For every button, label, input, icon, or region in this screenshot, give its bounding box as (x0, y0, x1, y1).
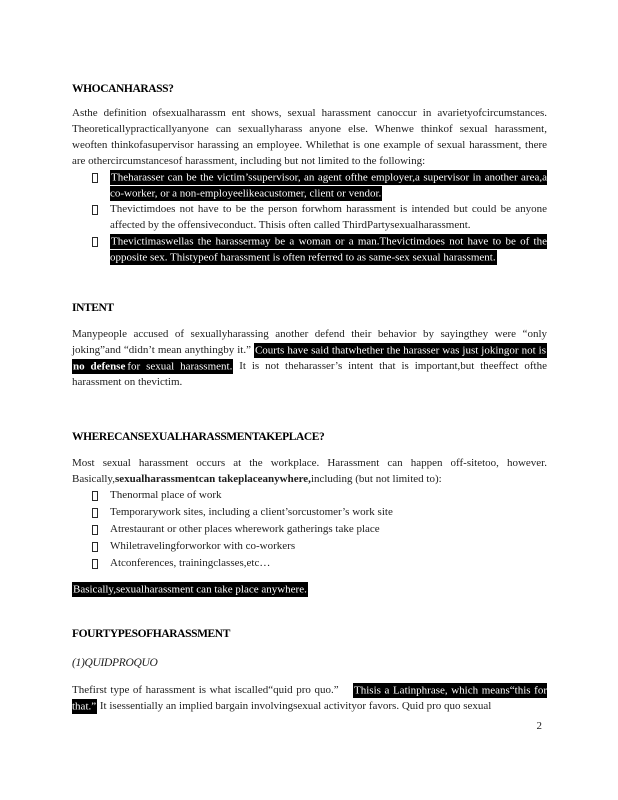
text-segment: Thenormal place of work (110, 489, 222, 501)
text-segment: Whiletravelingforworkor with co-workers (110, 540, 296, 552)
list-item-text (110, 506, 393, 518)
list-item-text (110, 234, 547, 265)
notdef-box-bullet-icon (92, 173, 98, 183)
notdef-box-bullet-icon (92, 237, 98, 247)
list-item (72, 201, 547, 233)
bullet-list (72, 487, 547, 572)
notdef-box-bullet-icon (92, 205, 98, 215)
highlighted-text-segment: for sexual harassment. (127, 360, 233, 372)
text-segment: Thefirst type of harassment is what iscalled“quid pro quo.” (72, 684, 354, 696)
section-where-can-it-take-place (72, 430, 547, 597)
section-heading: INTENT (72, 302, 114, 314)
highlighted-text-segment: Thevictimaswellas the harassermay be a woman or a man.Thevictimdoes not have to be of the opposite sex. Thistypeof harassment is often referred to as same-sex sexual harassment. (110, 235, 547, 263)
bullet-list (72, 169, 547, 265)
text-segment: Atrestaurant or other places wherework gatherings take place (110, 523, 380, 535)
list-item (72, 233, 547, 265)
list-item (72, 487, 547, 504)
paragraph (72, 682, 547, 714)
text-segment: It isessentially an implied bargain involvingsexual activityor favors. Quid pro quo sexual (97, 700, 492, 712)
highlighted-text-segment: Thisis a Latinphrase, which means“this for that.” (72, 684, 547, 712)
list-item (72, 555, 547, 572)
page-footer (72, 718, 547, 734)
text-segment: It is not theharasser’s intent that is important,but theeffect ofthe harassment on thevictim. (72, 360, 547, 388)
page-number: 2 (536, 720, 542, 732)
notdef-box-bullet-icon (92, 542, 98, 552)
text-segment: Most sexual harassment occurs at the workplace. Harassment can happen off-sitetoo, however. Basically, (72, 457, 547, 485)
highlighted-text-segment: no defense (73, 360, 126, 372)
section-who-can-harass (72, 82, 547, 265)
paragraph (72, 455, 547, 487)
highlighted-callout (72, 581, 547, 597)
highlighted-text-segment: Basically,sexualharassment can take place anywhere. (73, 583, 307, 595)
list-item-text (110, 523, 380, 535)
text-segment: Manypeople accused of sexuallyharassing another defend their behavior by sayingthey were “only joking”and “didn’t mean anythingby it.” (72, 328, 547, 356)
highlighted-text-segment: Theharasser can be the victim’ssupervisor, an agent ofthe employer,a supervisor in another area,a co-worker, or a non-employeelikeacustomer, client or vendor. (110, 171, 547, 199)
list-item-text (110, 540, 295, 552)
subsection-heading-quid-pro-quo: (1)QUIDPROQUO (72, 657, 158, 669)
section-heading: FOURTYPESOFHARASSMENT (72, 628, 230, 640)
notdef-box-bullet-icon (92, 491, 98, 501)
text-segment: including (but not limited to): (310, 473, 442, 485)
list-item-text (110, 203, 547, 231)
list-item-text (110, 557, 270, 569)
section-heading: WHERECANSEXUALHARASSMENTAKEPLACE? (72, 431, 325, 443)
section-four-types (72, 627, 547, 714)
notdef-box-bullet-icon (92, 525, 98, 535)
list-item (72, 504, 547, 521)
text-segment: Atconferences, trainingclasses,etc… (110, 557, 271, 569)
text-segment: Thevictimdoes not have to be the person forwhom harassment is intended but could be anyone affected by the offensiveconduct. Thisis often called ThirdPartysexualharassment. (110, 203, 547, 231)
notdef-box-bullet-icon (92, 508, 98, 518)
paragraph (72, 105, 547, 169)
section-intent (72, 301, 547, 390)
text-segment: Temporarywork sites, including a client’sorcustomer’s work site (110, 506, 393, 518)
list-item (72, 538, 547, 555)
list-item-text (110, 170, 547, 201)
paragraph (72, 326, 547, 390)
text-segment: sexualharassmentcan takeplaceanywhere, (114, 473, 311, 485)
highlighted-text-segment: Courts have said thatwhether the harasser was just jokingor not is (254, 344, 546, 356)
section-heading: WHOCANHARASS? (72, 83, 174, 95)
list-item (72, 169, 547, 201)
list-item (72, 521, 547, 538)
list-item-text (110, 489, 221, 501)
notdef-box-bullet-icon (92, 559, 98, 569)
text-segment: Asthe definition ofsexualharassm ent shows, sexual harassment canoccur in avarietyofcircumstances. Theoreticallypracticallyanyone can sexuallyharass anyone else. Whenwe thinkof sexual harassment, weoften thinkofasupervisor harassing an employee. Whilethat is one example of sexual harassment, there are othercircumstancesof harassment, including but not limited to the following: (72, 107, 547, 167)
